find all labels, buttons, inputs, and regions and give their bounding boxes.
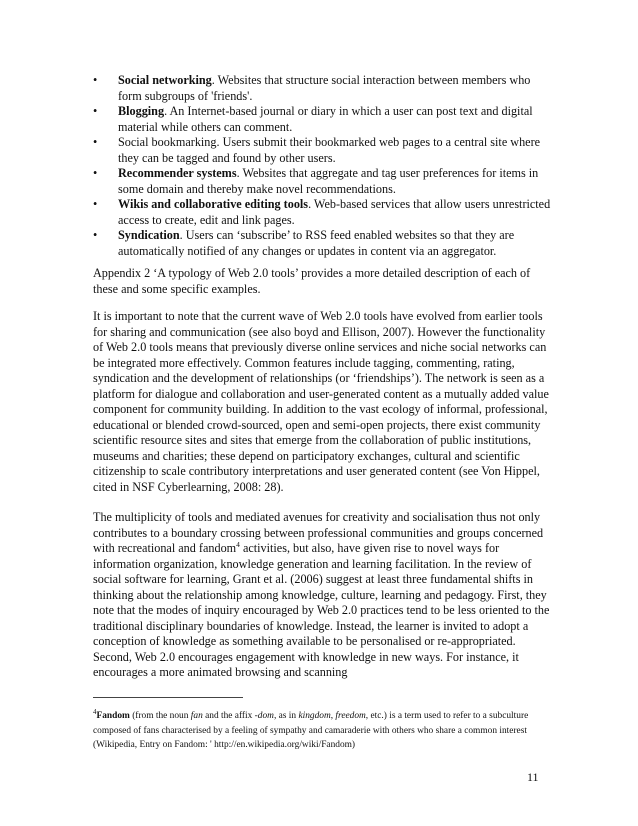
term: Wikis and collaborative editing tools [118, 197, 309, 211]
footnote [93, 709, 553, 753]
footnote-reference: 4 [236, 539, 240, 549]
bullet-icon: • [93, 166, 98, 180]
list-item [93, 135, 553, 166]
term: Social networking [118, 73, 212, 87]
paragraph-web20-evolution: It is important to note that the current wave of Web 2.0 tools have evolved from earlier tools for sharing and communication (see also boyd and Ellison, 2007). However the functionality of Web 2.0 tools means that previously diverse online services and niche social networks can be integrated more effectively. Common features include tagging, commenting, rating, syndication and the development of relationships (or ‘friendships’). The network is seen as a platform for dialogue and collaboration and user-generated content as a mutually added value component for community building. In addition to the vast ecology of informal, professional, educational or blended crowd-sourced, open and semi-open projects, there exist community scientific resource sites and sites that emerge from the collaboration of public institutions, museums and charities; these depend on participatory exchanges, cultural and scientific citizenship to scale contributory interpretations and user generated content (see Von Hippel, cited in NSF Cyberlearning, 2008: 28). [93, 309, 549, 494]
term: Blogging [118, 104, 165, 118]
tool-list [93, 73, 553, 259]
footnote-italic: freedom [335, 711, 366, 721]
footnote-text: (from the noun [129, 711, 191, 721]
bullet-icon: • [93, 73, 98, 87]
description: . Web-based services that allow users unrestricted access to create, edit and link pages. [118, 197, 551, 227]
footnote-text: , as in [273, 711, 299, 721]
list-item [93, 166, 553, 197]
list-item [93, 73, 553, 104]
footnote-divider [93, 697, 243, 698]
footnote-italic: kingdom [298, 711, 331, 721]
description: . An Internet-based journal or diary in which a user can post text and digital material while others can comment. [118, 104, 533, 134]
paragraph-text: activities, but also, have given rise to novel ways for information organization, knowledge generation and learning facilitation. In the review of social software for learning, Grant et al. (2006) suggest at least three fundamental shifts in thinking about the relationship among knowledge, culture, learning and pedagogy. First, they note that the modes of inquiry encouraged by Web 2.0 practices tend to be less oriented to the traditional disciplinary boundaries of knowledge. Instead, the learner is invited to adopt a conception of knowledge as something available to be personalised or re-appropriated. Second, Web 2.0 encourages engagement with knowledge in new ways. For instance, it encourages a more animated browsing and scanning [93, 541, 550, 679]
footnote-number: 4 [93, 707, 97, 716]
footnote-italic: -dom [254, 711, 274, 721]
description: . Websites that aggregate and tag user preferences for items in some domain and thereby make novel recommendations. [118, 166, 539, 196]
list-item [93, 228, 553, 259]
bullet-icon: • [93, 228, 98, 242]
paragraph-text: The multiplicity of tools and mediated avenues for creativity and socialisation thus not only contributes to a boundary crossing between professional communities and groups concerned with recreational and fandom [93, 510, 544, 555]
term: Recommender systems [118, 166, 237, 180]
footnote-italic: fan [190, 711, 203, 721]
description: . Users can ‘subscribe’ to RSS feed enabled websites so that they are automatically notified of any changes or updates in content via an aggregator. [118, 228, 515, 258]
paragraph-multiplicity [93, 510, 551, 681]
list-item [93, 104, 553, 135]
bullet-icon: • [93, 135, 98, 149]
footnote-text: , etc.) is a term used to refer to a subculture composed of fans characterised by a feeling of sympathy and camaraderie with others who share a common interest (Wikipedia, Entry on Fandom: ' http://en.wikipedia.org/wiki/Fandom) [93, 711, 529, 750]
description: Social bookmarking. Users submit their bookmarked web pages to a central site where they can be tagged and found by other users. [118, 135, 541, 165]
bullet-icon: • [93, 197, 98, 211]
description: . Websites that structure social interaction between members who form subgroups of 'friends'. [118, 73, 531, 103]
footnote-term: Fandom [96, 711, 130, 721]
footnote-text: , [330, 711, 336, 721]
page-number: 11 [527, 770, 539, 784]
bullet-icon: • [93, 104, 98, 118]
footnote-text: and the affix [202, 711, 255, 721]
list-item [93, 197, 553, 228]
paragraph-appendix: Appendix 2 ‘A typology of Web 2.0 tools’ provides a more detailed description of each of these and some specific examples. [93, 266, 531, 296]
term: Syndication [118, 228, 180, 242]
